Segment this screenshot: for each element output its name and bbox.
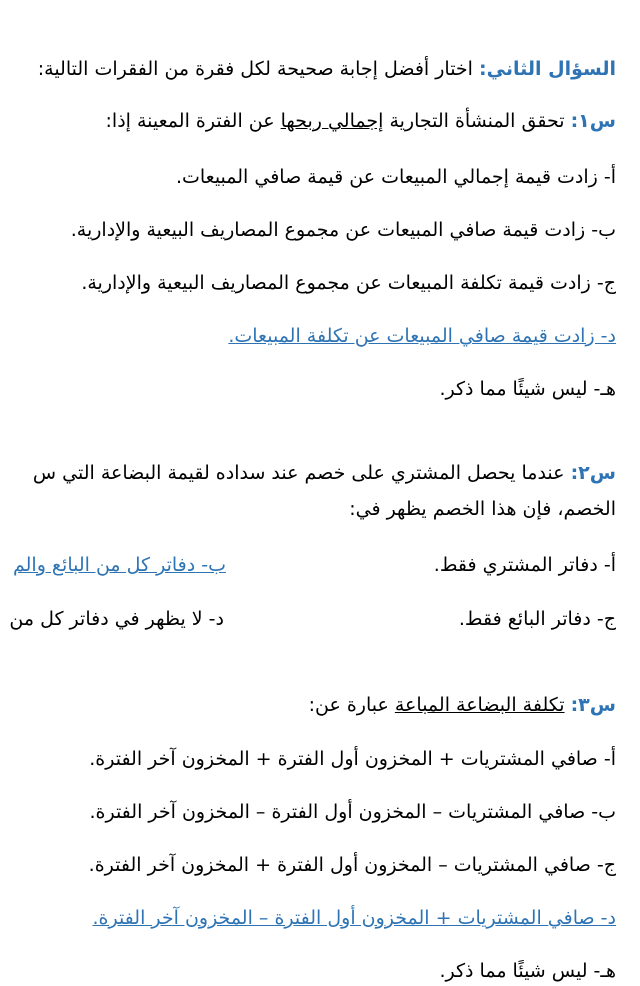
question-1-option-b: ب- زادت قيمة صافي المبيعات عن مجموع المصاريف البيعية والإدارية. <box>70 219 616 241</box>
question-1-option-c: ج- زادت قيمة تكلفة المبيعات عن مجموع المصاريف البيعية والإدارية. <box>81 272 616 294</box>
question-1-text-before: تحقق المنشأة التجارية <box>389 110 565 132</box>
question-3-underlined-term: تكلفة البضاعة المباعة <box>394 694 565 716</box>
question-3-label: س٣: <box>570 694 616 716</box>
question-2-label: س٢: <box>570 462 616 484</box>
question-3-option-e: هـ- ليس شيئًا مما ذكر. <box>439 960 616 982</box>
question-3-text-after: عبارة عن: <box>308 694 389 716</box>
question-3-stem <box>309 692 616 718</box>
question-1-text-after: عن الفترة المعينة إذا: <box>105 110 275 132</box>
question-1-label: س١: <box>570 110 616 132</box>
question-1-stem <box>106 108 616 134</box>
section-heading <box>38 56 616 82</box>
question-3-option-d-correct: د- صافي المشتريات + المخزون أول الفترة – المخزون آخر الفترة. <box>92 907 616 929</box>
question-1-option-a: أ- زادت قيمة إجمالي المبيعات عن قيمة صافي المبيعات. <box>175 166 616 188</box>
question-1-option-e: هـ- ليس شيئًا مما ذكر. <box>439 378 616 400</box>
question-3-option-b: ب- صافي المشتريات – المخزون أول الفترة – المخزون آخر الفترة. <box>89 801 616 823</box>
question-3-option-a: أ- صافي المشتريات + المخزون أول الفترة + المخزون آخر الفترة. <box>89 748 616 770</box>
question-1-underlined-term: إجمالي ربحها <box>280 110 384 132</box>
question-2-option-a: أ- دفاتر المشتري فقط. <box>433 554 616 576</box>
section-heading-label: السؤال الثاني: <box>479 58 616 80</box>
question-2-text-line-1: عندما يحصل المشتري على خصم عند سداده لقيمة البضاعة التي س <box>32 462 565 484</box>
question-2-option-b-correct: ب- دفاتر كل من البائع والم <box>13 554 226 576</box>
question-2-option-c: ج- دفاتر البائع فقط. <box>458 608 616 630</box>
question-2-stem-line-1 <box>33 460 616 486</box>
section-heading-text: اختار أفضل إجابة صحيحة لكل فقرة من الفقرات التالية: <box>37 58 473 80</box>
question-3-option-c: ج- صافي المشتريات – المخزون أول الفترة + المخزون آخر الفترة. <box>88 854 616 876</box>
question-2-option-d: د- لا يظهر في دفاتر كل من <box>9 608 224 630</box>
question-2-stem-line-2: الخصم، فإن هذا الخصم يظهر في: <box>349 498 616 520</box>
question-1-option-d-correct: د- زادت قيمة صافي المبيعات عن تكلفة المبيعات. <box>228 325 616 347</box>
